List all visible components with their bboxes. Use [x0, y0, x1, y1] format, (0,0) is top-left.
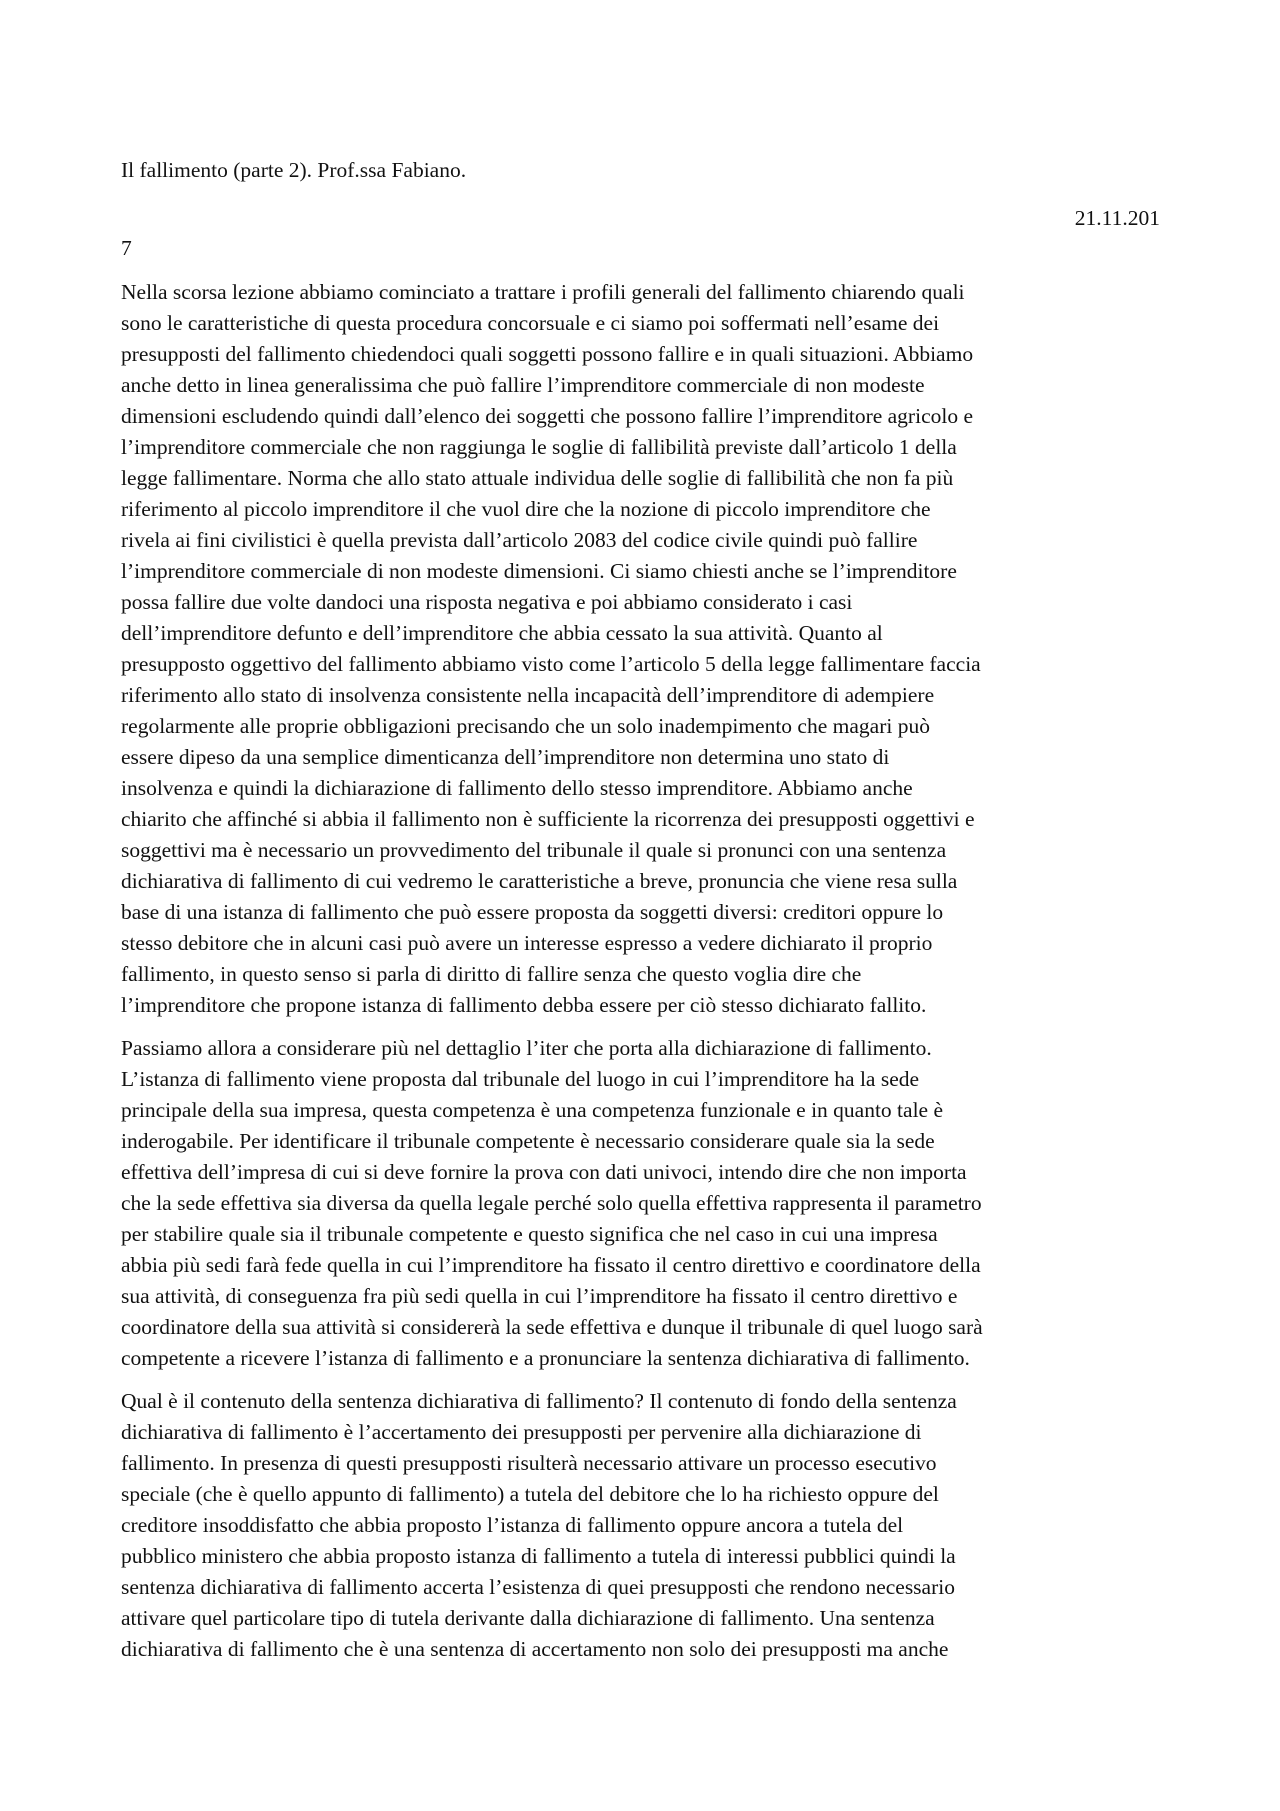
text-line: l’imprenditore commerciale che non raggiunga le soglie di fallibilità previste dall’articolo 1 della: [121, 435, 957, 459]
text-line: rivela ai fini civilistici è quella prevista dall’articolo 2083 del codice civile quindi può fallire: [121, 528, 918, 552]
text-line: essere dipeso da una semplice dimenticanza dell’imprenditore non determina uno stato di: [121, 745, 890, 769]
document-date-wrap: 7: [121, 236, 132, 260]
text-line: sono le caratteristiche di questa procedura concorsuale e ci siamo poi soffermati nell’esame dei: [121, 311, 940, 335]
text-line: competente a ricevere l’istanza di fallimento e a pronunciare la sentenza dichiarativa di fallimento.: [121, 1346, 970, 1370]
text-line: presupposti del fallimento chiedendoci quali soggetti possono fallire e in quali situazioni. Abbiamo: [121, 342, 974, 366]
text-line: soggettivi ma è necessario un provvedimento del tribunale il quale si pronunci con una sentenza: [121, 838, 947, 862]
text-line: L’istanza di fallimento viene proposta dal tribunale del luogo in cui l’imprenditore ha la sede: [121, 1067, 920, 1091]
text-line: legge fallimentare. Norma che allo stato attuale individua delle soglie di fallibilità che non fa più: [121, 466, 954, 490]
text-line: Nella scorsa lezione abbiamo cominciato a trattare i profili generali del fallimento chiarendo quali: [121, 280, 965, 304]
document-title: Il fallimento (parte 2). Prof.ssa Fabiano.: [121, 158, 467, 182]
text-line: creditore insoddisfatto che abbia proposto l’istanza di fallimento oppure ancora a tutela del: [121, 1513, 904, 1537]
text-line: dichiarativa di fallimento è l’accertamento dei presupposti per pervenire alla dichiarazione di: [121, 1420, 922, 1444]
text-line: fallimento. In presenza di questi presupposti risulterà necessario attivare un processo esecutivo: [121, 1451, 937, 1475]
text-line: insolvenza e quindi la dichiarazione di fallimento dello stesso imprenditore. Abbiamo anche: [121, 776, 913, 800]
text-line: dell’imprenditore defunto e dell’imprenditore che abbia cessato la sua attività. Quanto al: [121, 621, 883, 645]
document-body: [121, 277, 1163, 1677]
text-line: regolarmente alle proprie obbligazioni precisando che un solo inadempimento che magari può: [121, 714, 930, 738]
paragraph: [121, 1033, 1163, 1374]
text-line: Qual è il contenuto della sentenza dichiarativa di fallimento? Il contenuto di fondo della sentenza: [121, 1389, 957, 1413]
text-line: l’imprenditore commerciale di non modeste dimensioni. Ci siamo chiesti anche se l’imprenditore: [121, 559, 957, 583]
text-line: presupposto oggettivo del fallimento abbiamo visto come l’articolo 5 della legge fallimentare faccia: [121, 652, 981, 676]
paragraph: [121, 277, 1163, 1021]
paragraph: [121, 1386, 1163, 1665]
text-line: Passiamo allora a considerare più nel dettaglio l’iter che porta alla dichiarazione di fallimento.: [121, 1036, 932, 1060]
text-line: sua attività, di conseguenza fra più sedi quella in cui l’imprenditore ha fissato il centro direttivo e: [121, 1284, 958, 1308]
text-line: dichiarativa di fallimento che è una sentenza di accertamento non solo dei presupposti ma anche: [121, 1637, 949, 1661]
text-line: riferimento allo stato di insolvenza consistente nella incapacità dell’imprenditore di adempiere: [121, 683, 935, 707]
text-line: possa fallire due volte dandoci una risposta negativa e poi abbiamo considerato i casi: [121, 590, 853, 614]
text-line: attivare quel particolare tipo di tutela derivante dalla dichiarazione di fallimento. Una sentenza: [121, 1606, 935, 1630]
document-date: 21.11.201: [1074, 206, 1160, 230]
text-line: l’imprenditore che propone istanza di fallimento debba essere per ciò stesso dichiarato fallito.: [121, 993, 927, 1017]
text-line: fallimento, in questo senso si parla di diritto di fallire senza che questo voglia dire che: [121, 962, 862, 986]
text-line: riferimento al piccolo imprenditore il che vuol dire che la nozione di piccolo imprenditore che: [121, 497, 931, 521]
text-line: coordinatore della sua attività si considererà la sede effettiva e dunque il tribunale di quel luogo sarà: [121, 1315, 983, 1339]
text-line: base di una istanza di fallimento che può essere proposta da soggetti diversi: creditori oppure lo: [121, 900, 944, 924]
text-line: chiarito che affinché si abbia il fallimento non è sufficiente la ricorrenza dei presupposti oggettivi e: [121, 807, 975, 831]
text-line: sentenza dichiarativa di fallimento accerta l’esistenza di quei presupposti che rendono necessario: [121, 1575, 955, 1599]
text-line: principale della sua impresa, questa competenza è una competenza funzionale e in quanto tale è: [121, 1098, 944, 1122]
text-line: inderogabile. Per identificare il tribunale competente è necessario considerare quale sia la sede: [121, 1129, 935, 1153]
text-line: effettiva dell’impresa di cui si deve fornire la prova con dati univoci, intendo dire che non importa: [121, 1160, 967, 1184]
text-line: anche detto in linea generalissima che può fallire l’imprenditore commerciale di non modeste: [121, 373, 925, 397]
text-line: dimensioni escludendo quindi dall’elenco dei soggetti che possono fallire l’imprenditore agricolo e: [121, 404, 974, 428]
text-line: stesso debitore che in alcuni casi può avere un interesse espresso a vedere dichiarato il proprio: [121, 931, 933, 955]
text-line: speciale (che è quello appunto di fallimento) a tutela del debitore che lo ha richiesto oppure del: [121, 1482, 939, 1506]
text-line: dichiarativa di fallimento di cui vedremo le caratteristiche a breve, pronuncia che viene resa sulla: [121, 869, 958, 893]
text-line: pubblico ministero che abbia proposto istanza di fallimento a tutela di interessi pubblici quindi la: [121, 1544, 956, 1568]
text-line: che la sede effettiva sia diversa da quella legale perché solo quella effettiva rappresenta il parametro: [121, 1191, 982, 1215]
text-line: per stabilire quale sia il tribunale competente e questo significa che nel caso in cui una impresa: [121, 1222, 938, 1246]
text-line: abbia più sedi farà fede quella in cui l’imprenditore ha fissato il centro direttivo e coordinatore della: [121, 1253, 981, 1277]
